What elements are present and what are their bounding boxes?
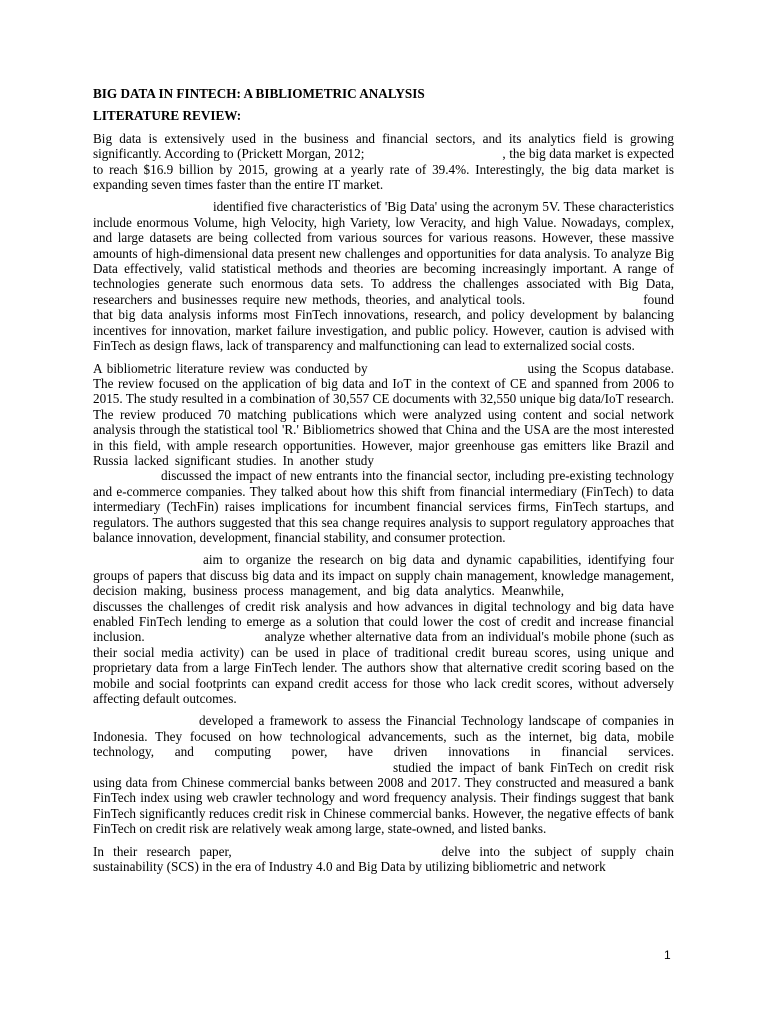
paragraph-6-text-2: delve into the subject of supply chain sustainability (SCS) in the era of Industry 4.0 and Big Data by utilizing bibliometric and network bbox=[93, 843, 674, 875]
section-heading: LITERATURE REVIEW: bbox=[93, 108, 242, 124]
paragraph-3-text-2: using the Scopus database. The review focused on the application of big data and IoT in the context of CE and spanned from 2006 to 2015. The study resulted in a combination of 30,557 CE documents with 32,550 unique big data/IoT research. The review produced 70 matching publications which were analyzed using content and social network analysis through the statistical tool 'R.' Bibliometrics showed that China and the USA are the most interested in this field, with ample research opportunities. However, major greenhouse gas emitters like Brazil and Russia lacked significant studies. In another study bbox=[93, 360, 674, 468]
paragraph-2-text-2: found that big data analysis informs most FinTech innovations, research, and policy development by balancing incentives for innovation, market failure investigation, and public policy. However, caution is advised with FinTech as design flaws, lack of transparency and malfunctioning can lead to externalized social costs. bbox=[93, 291, 674, 354]
paragraph-2 bbox=[93, 199, 674, 353]
paragraph-3 bbox=[93, 361, 674, 546]
paragraph-1-text-2: , the big data market is expected to reach $16.9 billion by 2015, growing at a yearly rate of 39.4%. Interestingly, the big data market is expanding seven times faster than the entire IT market. bbox=[93, 146, 674, 193]
paragraph-1-text-1: Big data is extensively used in the business and financial sectors, and its analytics field is growing significantly. According to (Prickett Morgan, 2012; bbox=[93, 130, 674, 162]
paragraph-4-text-2: discusses the challenges of credit risk analysis and how advances in digital technology and big data have enabled FinTech lending to emerge as a solution that could lower the cost of credit and increase financial inclusion. bbox=[93, 598, 674, 645]
paragraph-5-text-2: studied the impact of bank FinTech on credit risk using data from Chinese commercial banks between 2008 and 2017. They constructed and measured a bank FinTech index using web crawler technology and word frequency analysis. Their findings suggest that bank FinTech significantly reduces credit risk in Chinese commercial banks. However, the negative effects of bank FinTech on credit risk are relatively weak among large, state-owned, and listed banks. bbox=[93, 759, 674, 837]
paragraph-6 bbox=[93, 844, 674, 875]
paragraph-2-text-1: identified five characteristics of 'Big Data' using the acronym 5V. These characteristics include enormous Volume, high Velocity, high Variety, low Veracity, and high Value. Nowadays, complex, and large datasets are being collected from various sources for various reasons. However, these massive amounts of high-dimensional data present new challenges and opportunities for data analysis. To analyze Big Data effectively, valid statistical methods and theories are becoming increasingly important. A range of technologies generate such enormous data sets. To address the challenges associated with Big Data, researchers and businesses require new methods, theories, and analytical tools. bbox=[93, 199, 674, 307]
page-number: 1 bbox=[664, 948, 671, 962]
paragraph-4-text-3: analyze whether alternative data from an individual's mobile phone (such as their social media activity) can be used in place of traditional credit bureau scores, using unique and proprietary data from a large FinTech lender. The authors show that alternative credit scoring based on the mobile and social footprints can expand credit access for those who lack credit scores, without adversely affecting default outcomes. bbox=[93, 629, 674, 707]
document-body bbox=[93, 86, 674, 882]
paragraph-3-text-1: A bibliometric literature review was conducted by bbox=[93, 360, 368, 376]
paragraph-3-text-3: discussed the impact of new entrants into the financial sector, including pre-existing technology and e-commerce companies. They talked about how this shift from financial intermediary (FinTech) to data intermediary (TechFin) raises implications for incumbent financial services firms, FinTech startups, and regulators. The authors suggested that this sea change requires analysis to support regulatory approaches that balance innovation, development, financial stability, and consumer protection. bbox=[93, 468, 674, 545]
paragraph-1 bbox=[93, 131, 674, 193]
paragraph-4 bbox=[93, 552, 674, 706]
paragraph-5-text-1: developed a framework to assess the Financial Technology landscape of companies in Indonesia. They focused on how technological advancements, such as the internet, big data, mobile technology, and computing power, have driven innovations in financial services. bbox=[93, 713, 674, 760]
paragraph-6-text-1: In their research paper, bbox=[93, 843, 232, 859]
paragraph-5 bbox=[93, 713, 674, 836]
document-title: BIG DATA IN FINTECH: A BIBLIOMETRIC ANALYSIS bbox=[93, 86, 425, 101]
paragraph-4-text-1: aim to organize the research on big data and dynamic capabilities, identifying four groups of papers that discuss big data and its impact on supply chain management, knowledge management, decision making, business process management, and big data analytics. Meanwhile, bbox=[93, 552, 674, 599]
